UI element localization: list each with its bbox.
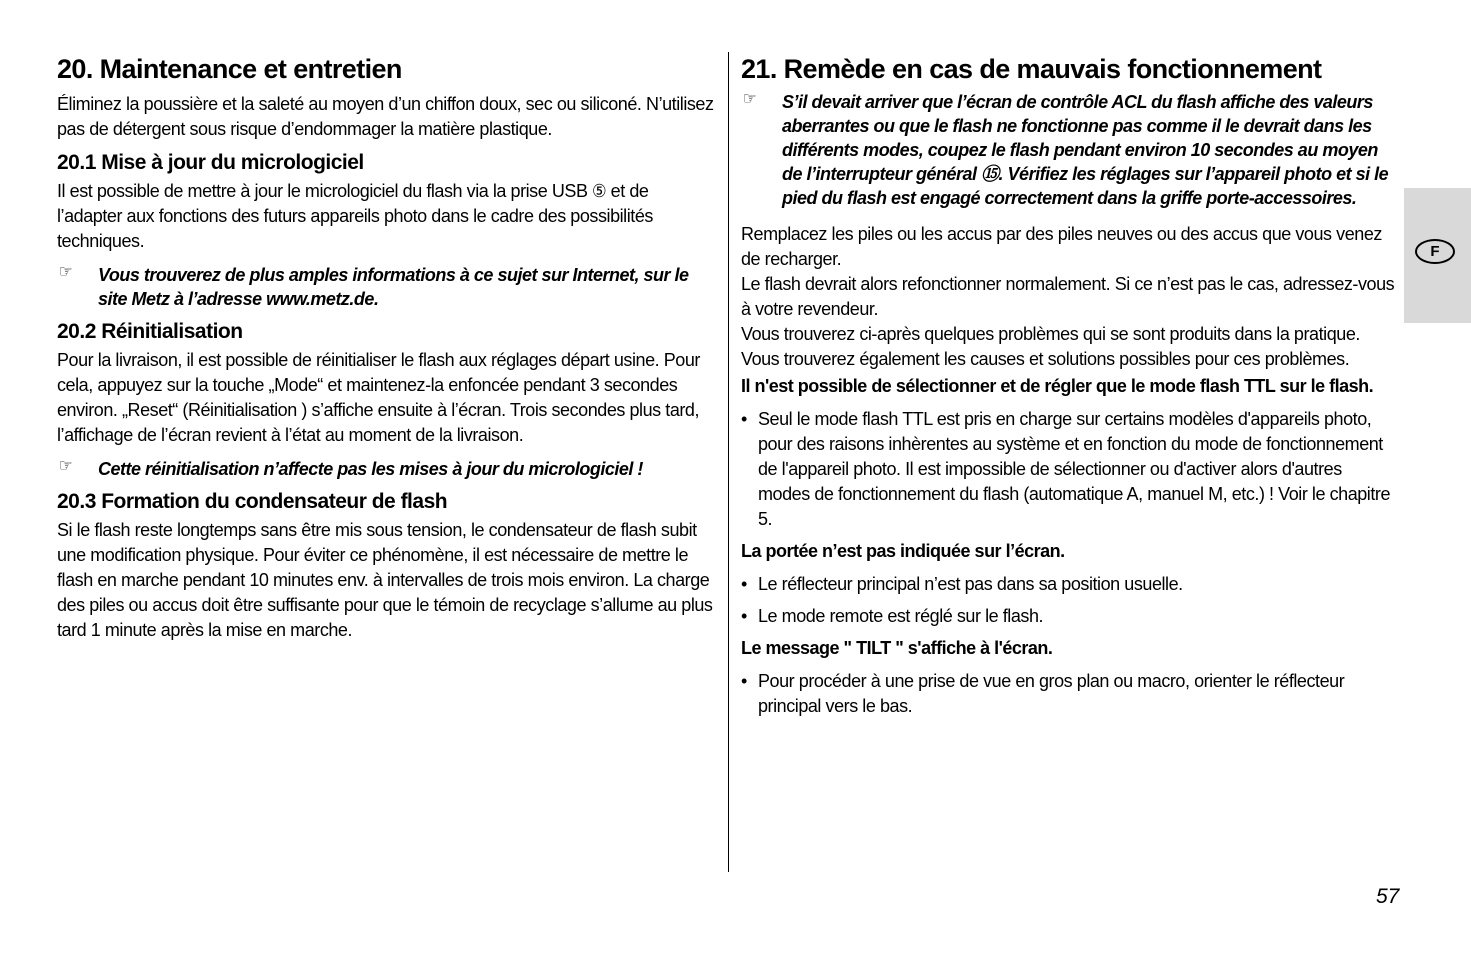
section-20-1-title: 20.1 Mise à jour du micrologiciel [57,151,364,174]
page-number: 57 [1376,885,1400,908]
reset-text: Pour la livraison, il est possible de réinitialiser le flash aux réglages départ usine. Pour cela, appuyez sur la touche „Mode“ et maintenez-la enfoncée pendant 3 secondes environ. „Reset“ (Réinitialisation ) s’affiche ensuite à l’écran. Trois secondes plus tard, l’affichage de l’écran revient à l’état au moment de la livraison. [57,350,700,445]
bullet-icon: • [741,671,747,691]
section-20-2-title: 20.2 Réinitialisation [57,320,243,343]
firmware-tip-text: Vous trouverez de plus amples informations à ce sujet sur Internet, sur le site Metz à l’adresse www.metz.de. [98,265,689,309]
batteries-paragraph: Remplacez les piles ou les accus par des piles neuves ou des accus que vous venez de recharger. [741,224,1382,269]
capacitor-text: Si le flash reste longtemps sans être mis sous tension, le condensateur de flash subit une modification physique. Pour éviter ce phénomène, il est nécessaire de mettre le flash en marche pendant 10 minutes env. à intervalles de trois mois environ. La charge des piles ou accus doit être suffisante pour que le témoin de recyclage s’allume au plus tard 1 minute après la mise en marche. [57,520,713,640]
reset-tip-text: Cette réinitialisation n’affecte pas les mises à jour du micrologiciel ! [98,459,643,479]
tilt-heading: Le message " TILT " s'affiche à l'écran. [741,638,1053,658]
maintenance-intro: Éliminez la poussière et la saleté au moyen d’un chiffon doux, sec ou siliconé. N’utilisez pas de détergent sous risque d’endommager la matière plastique. [57,94,714,139]
list-item-text: Le réflecteur principal n’est pas dans sa position usuelle. [758,574,1183,594]
pointing-hand-icon: ☞ [59,262,73,281]
dealer-paragraph: Le flash devrait alors refonctionner normalement. Si ce n’est pas le cas, adressez-vous à votre revendeur. [741,274,1395,319]
pointing-hand-icon: ☞ [743,89,757,108]
left-column [57,52,717,643]
language-side-tab [1404,188,1471,323]
firmware-text: Il est possible de mettre à jour le micrologiciel du flash via la prise USB ⑤ et de l’adapter aux fonctions des futurs appareils photo dans le cadre des possibilités techniques. [57,181,653,251]
list-item-text: Pour procéder à une prise de vue en gros plan ou macro, orienter le réflecteur principal vers le bas. [758,671,1345,716]
section-20-title: 20. Maintenance et entretien [57,54,402,84]
problems-paragraph: Vous trouverez ci-après quelques problèmes qui se sont produits dans la pratique. Vous trouverez également les causes et solutions possibles pour ces problèmes. [741,324,1360,369]
language-badge: F [1415,239,1455,264]
list-item [741,572,1398,597]
pointing-hand-icon: ☞ [59,456,73,475]
range-heading: La portée n’est pas indiquée sur l’écran. [741,541,1065,561]
bullet-icon: • [741,606,747,626]
section-21-title: 21. Remède en cas de mauvais fonctionnement [741,54,1322,84]
bullet-icon: • [741,409,747,429]
bullet-icon: • [741,574,747,594]
reset-tip [57,457,717,481]
ttl-only-heading: Il n'est possible de sélectionner et de régler que le mode flash TTL sur le flash. [741,376,1374,396]
list-item-text: Le mode remote est réglé sur le flash. [758,606,1044,626]
malfunction-tip-text: S’il devait arriver que l’écran de contrôle ACL du flash affiche des valeurs aberrantes ou que le flash ne fonctionne pas comme il le devrait dans les différents modes, coupez le flash pendant environ 10 secondes au moyen de l’interrupteur général ⑮. Vérifiez les réglages sur l’appareil photo et si le pied du flash est engagé correctement dans la griffe porte-accessoires. [782,92,1389,208]
list-item-text: Seul le mode flash TTL est pris en charge sur certains modèles d'appareils photo, pour des raisons inhèrentes au système et en fonction du mode de fonctionnement de l'appareil photo. Il est impossible de sélectionner ou d'activer alors d'autres modes de fonctionnement du flash (automatique A, manuel M, etc.) ! Voir le chapitre 5. [758,409,1391,529]
list-item [741,407,1398,532]
malfunction-tip [741,90,1398,210]
right-column [741,52,1398,726]
list-item [741,604,1398,629]
column-divider [728,52,729,872]
list-item [741,669,1398,719]
firmware-tip [57,263,717,311]
section-20-3-title: 20.3 Formation du condensateur de flash [57,490,448,513]
